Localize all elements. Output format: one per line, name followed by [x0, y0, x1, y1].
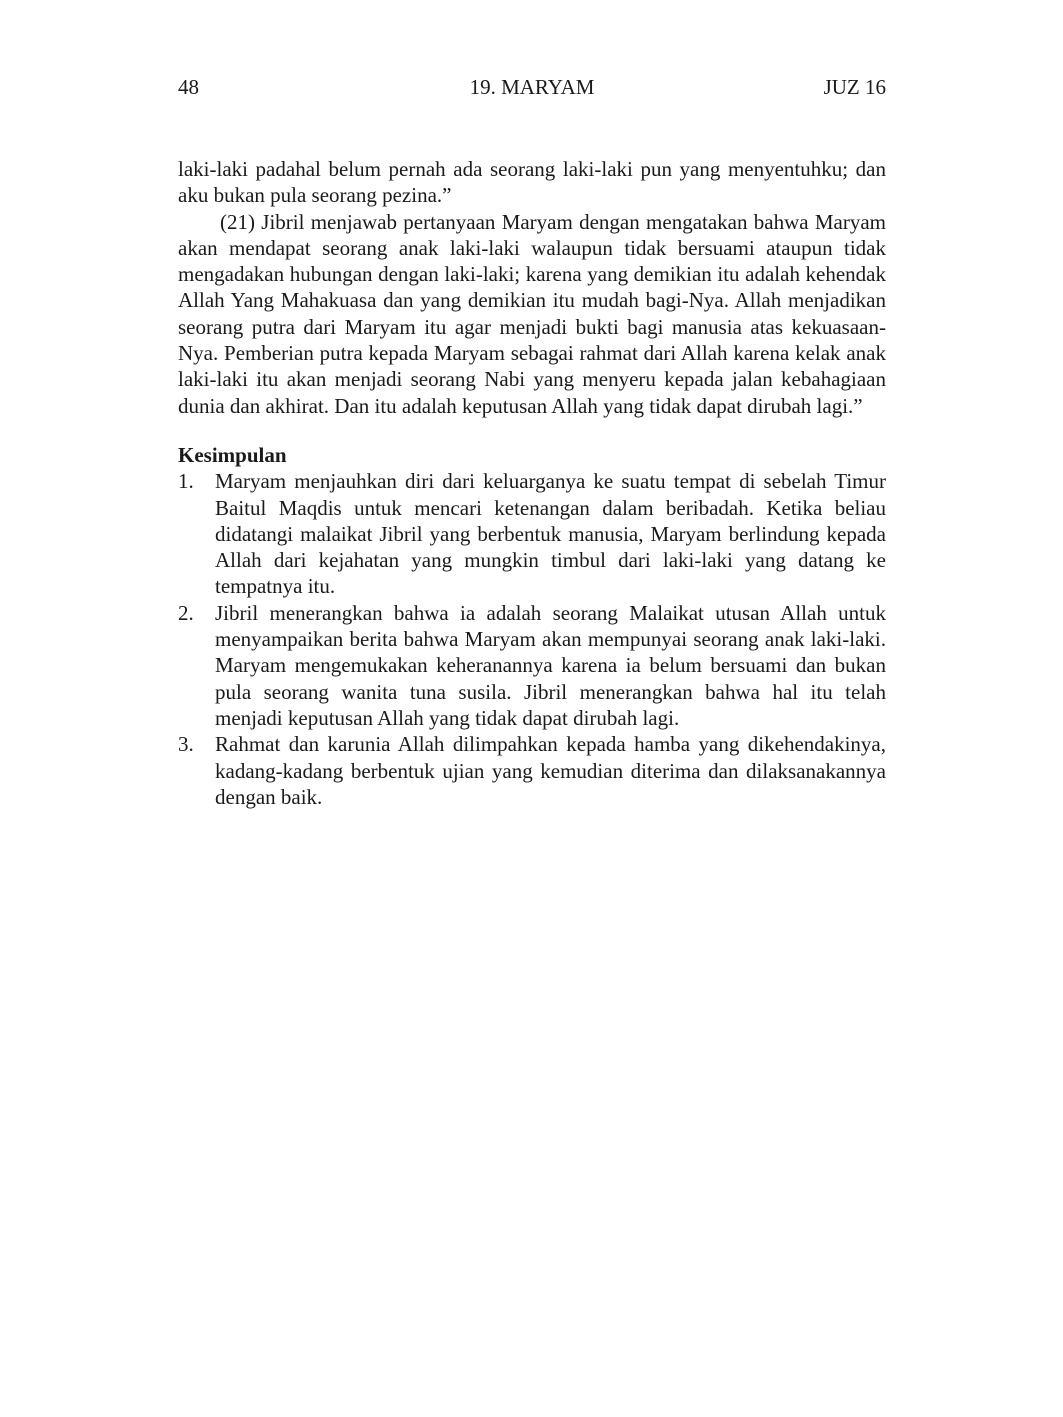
- juz-label: JUZ 16: [823, 75, 886, 99]
- list-number: 1.: [178, 469, 194, 494]
- conclusion-item-3: [178, 731, 886, 810]
- continuation-paragraph: laki-laki padahal belum pernah ada seorang laki-laki pun yang menyentuhku; dan aku bukan pula seorang pezina.”: [178, 157, 886, 208]
- verse-21-paragraph: (21) Jibril menjawab pertanyaan Maryam dengan mengatakan bahwa Maryam akan mendapat seorang anak laki-laki walaupun tidak bersuami ataupun tidak mengadakan hubungan dengan laki-laki; karena yang demikian itu adalah kehendak Allah Yang Mahakuasa dan yang demikian itu mudah bagi-Nya. Allah menjadikan seorang putra dari Maryam itu agar menjadi bukti bagi manusia atas kekuasaan-Nya. Pemberian putra kepada Maryam sebagai rahmat dari Allah karena kelak anak laki-laki itu akan menjadi seorang Nabi yang menyeru kepada jalan kebahagiaan dunia dan akhirat. Dan itu adalah keputusan Allah yang tidak dapat dirubah lagi.”: [178, 209, 886, 418]
- page-number: 48: [178, 75, 199, 99]
- page: [178, 72, 886, 810]
- conclusion-list: [178, 468, 886, 810]
- list-number: 3.: [178, 732, 194, 757]
- main-text: [178, 156, 886, 810]
- list-item-text: Rahmat dan karunia Allah dilimpahkan kepada hamba yang dikehendakinya, kadang-kadang berbentuk ujian yang kemudian diterima dan dilaksanakannya dengan baik.: [215, 732, 886, 809]
- conclusion-item-1: [178, 468, 886, 599]
- list-item-text: Maryam menjauhkan diri dari keluarganya ke suatu tempat di sebelah Timur Baitul Maqdis untuk mencari ketenangan dalam beribadah. Ketika beliau didatangi malaikat Jibril yang berbentuk manusia, Maryam berlindung kepada Allah dari kejahatan yang mungkin timbul dari laki-laki yang datang ke tempatnya itu.: [215, 469, 886, 599]
- conclusion-heading: Kesimpulan: [178, 442, 287, 467]
- list-number: 2.: [178, 600, 194, 625]
- conclusion-item-2: [178, 600, 886, 731]
- chapter-title: 19. MARYAM: [469, 75, 595, 99]
- running-header: [178, 72, 886, 102]
- list-item-text: Jibril menerangkan bahwa ia adalah seorang Malaikat utusan Allah untuk menyampaikan berita bahwa Maryam akan mempunyai seorang anak laki-laki. Maryam mengemukakan keheranannya karena ia belum bersuami dan bukan pula seorang wanita tuna susila. Jibril menerangkan bahwa hal itu telah menjadi keputusan Allah yang tidak dapat dirubah lagi.: [215, 600, 886, 730]
